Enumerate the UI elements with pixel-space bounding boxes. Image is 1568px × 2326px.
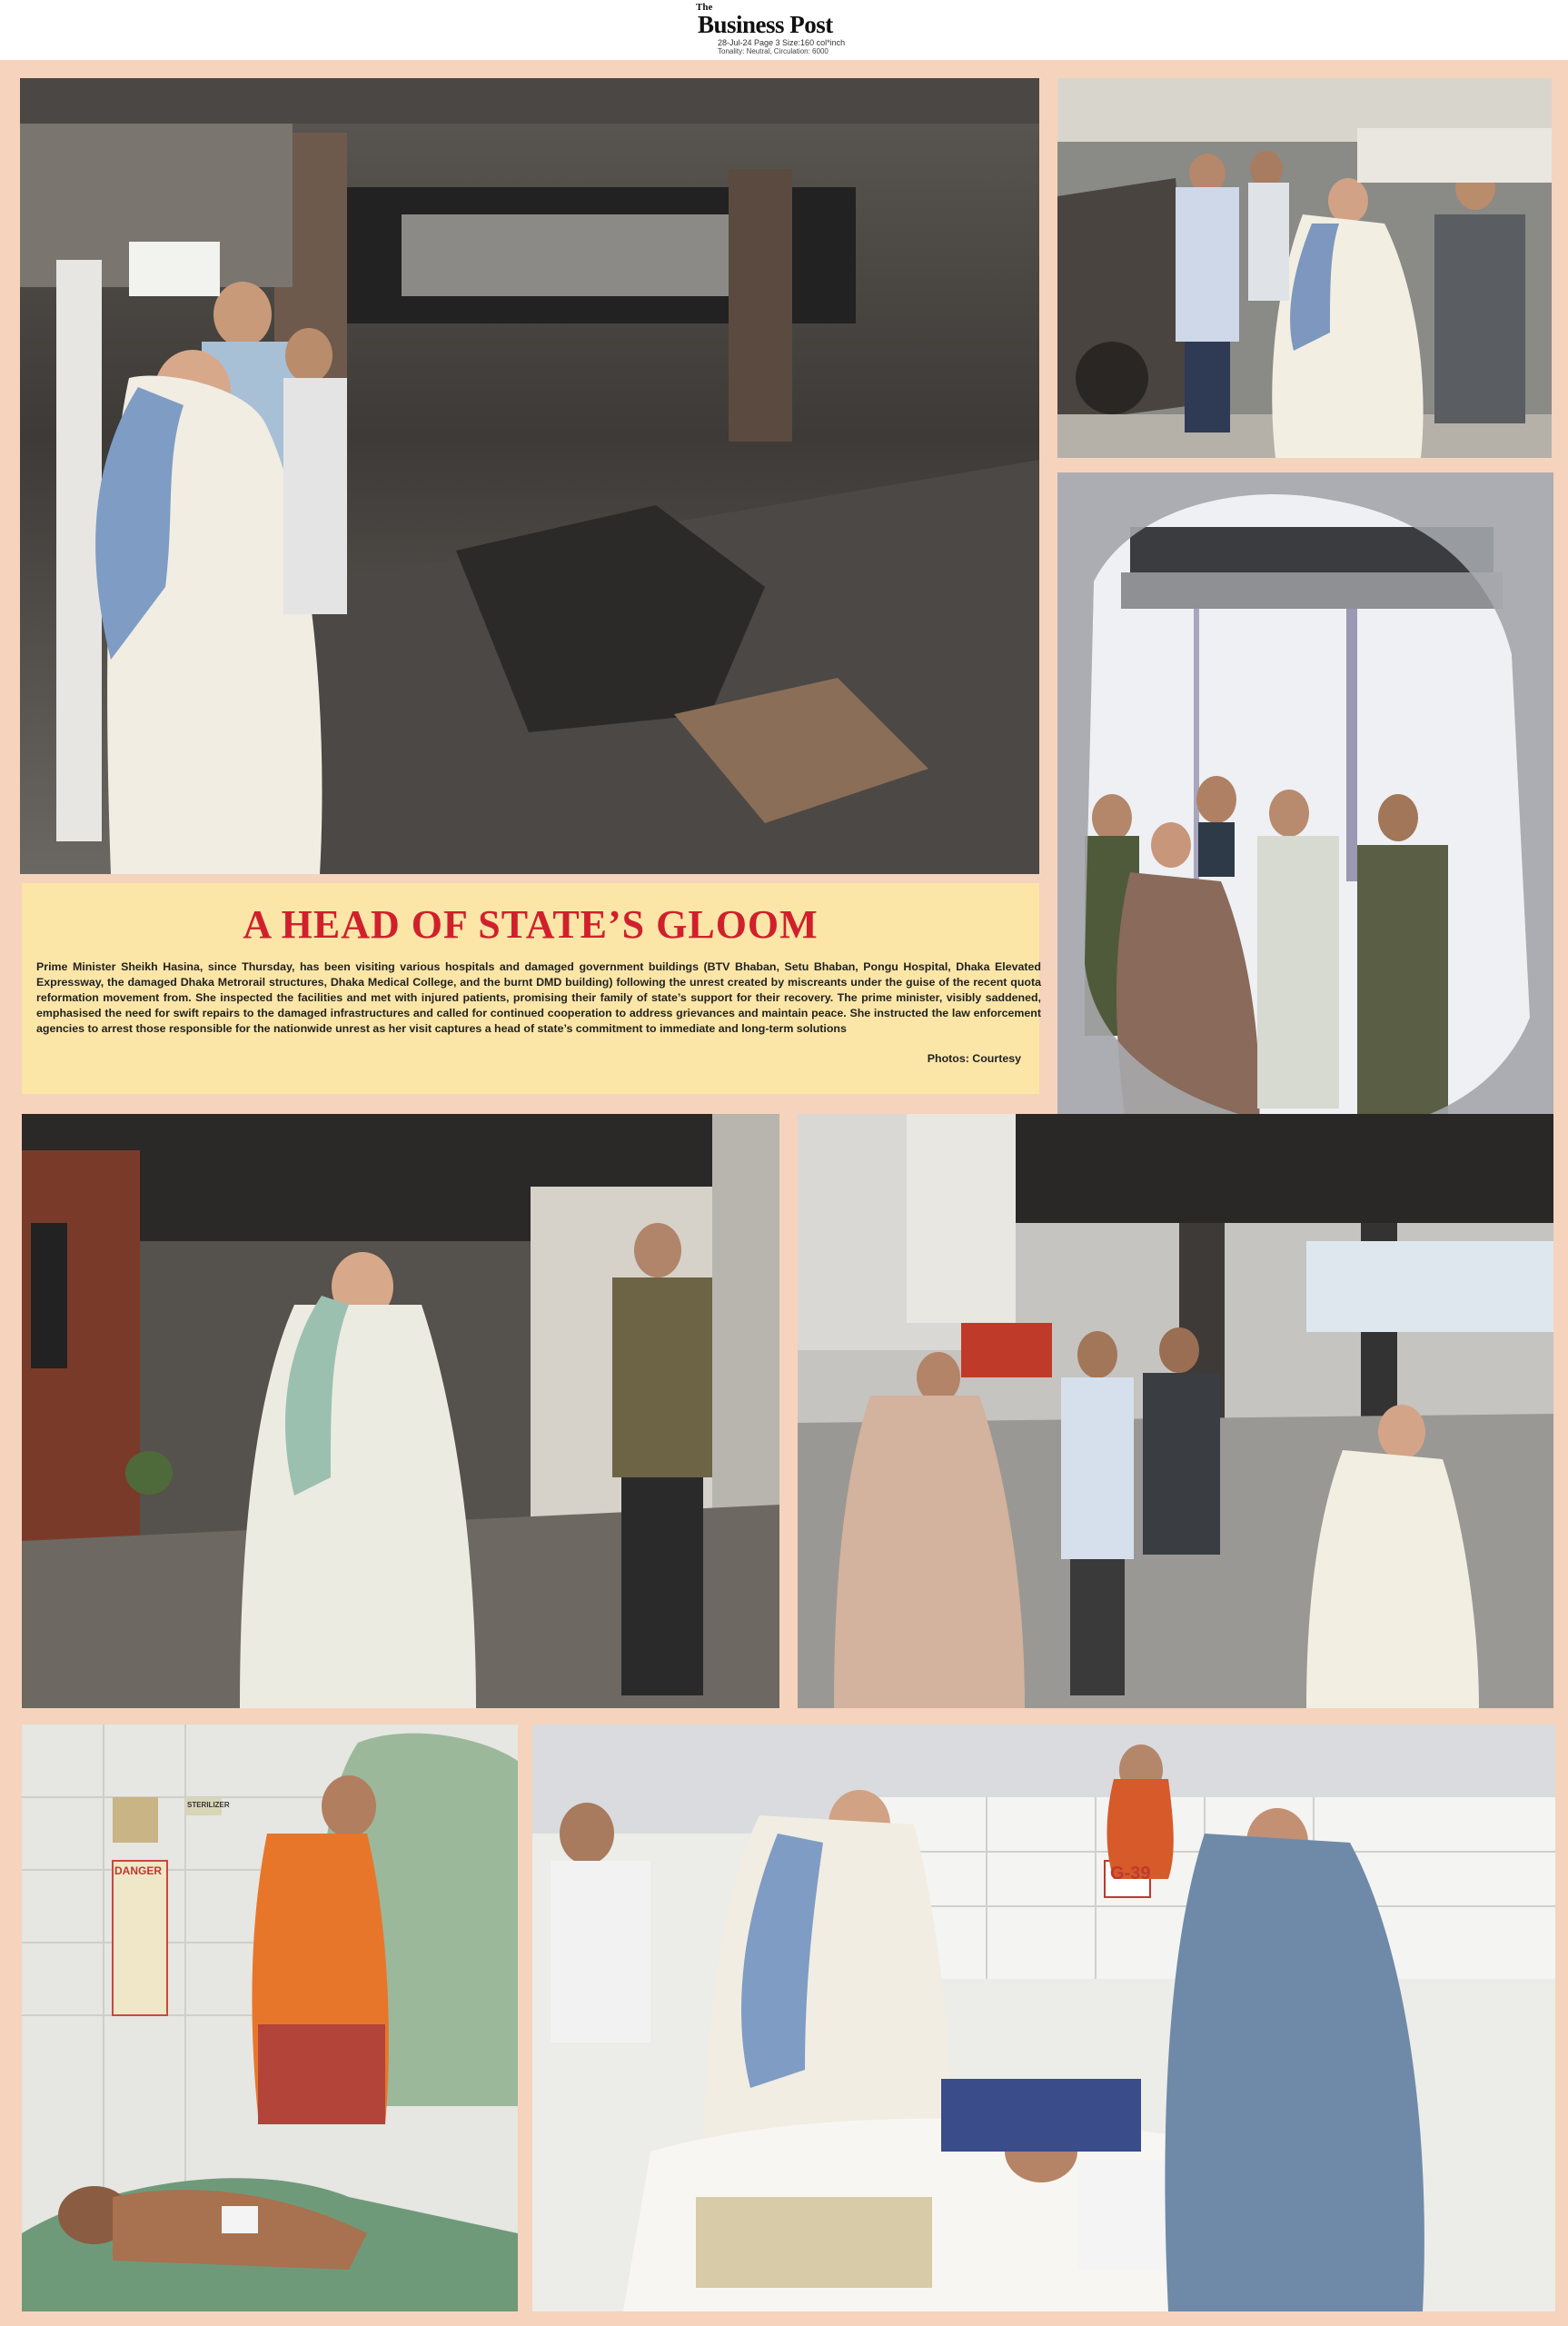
masthead (690, 2, 878, 42)
photo-through-shattered-glass (1057, 472, 1553, 1154)
photo-burnt-hospital-corridor (22, 1114, 779, 1708)
feature-caption-box (22, 883, 1039, 1094)
ward-bed-sign: G-39 (1110, 1864, 1151, 1884)
masthead-title: Business Post (698, 11, 833, 38)
page-header (0, 0, 1568, 58)
sterilizer-label: STERILIZER (187, 1801, 230, 1809)
clipping-stats: Tonality: Neutral, Circulation: 6000 (718, 47, 829, 55)
photo-hospital-consoling-mother (22, 1725, 518, 2311)
photo-pm-near-burnt-vehicle (1057, 78, 1552, 458)
newspaper-page (0, 60, 1568, 2326)
feature-body: Prime Minister Sheikh Hasina, since Thursday, has been visiting various hospitals and damaged government buildings (BTV Bhaban, Setu Bhaban, Pongu Hospital, Dhaka Elevated Expressway, the damaged Dhaka Metrorail structures, Dhaka Medical College, and the burnt DMD building) following the unrest created by miscreants under the guise of the recent quota reformation movement from. She inspected the facilities and met with injured patients, promising their family of state’s support for their recovery. The prime minister, visibly saddened, emphasised the need for swift repairs to the damaged infrastructures and called for continued cooperation to address grievances and maintain peace. She instructed the law enforcement agencies to arrest those responsible for the nationwide unrest as her visit captures a head of state’s commitment to immediate and long-term solutions (36, 960, 1041, 1035)
photo-burnt-building-interior (20, 78, 1039, 874)
photo-hospital-ward-visit (532, 1725, 1555, 2311)
feature-headline: A HEAD OF STATE’S GLOOM (243, 902, 819, 947)
photo-credit: Photos: Courtesy (927, 1052, 1021, 1065)
clipping-info: 28-Jul-24 Page 3 Size:160 col*inch (718, 38, 846, 47)
photo-burnt-station-visit (798, 1114, 1553, 1708)
masthead-the: The (696, 2, 713, 13)
danger-sign: DANGER (114, 1864, 163, 1877)
